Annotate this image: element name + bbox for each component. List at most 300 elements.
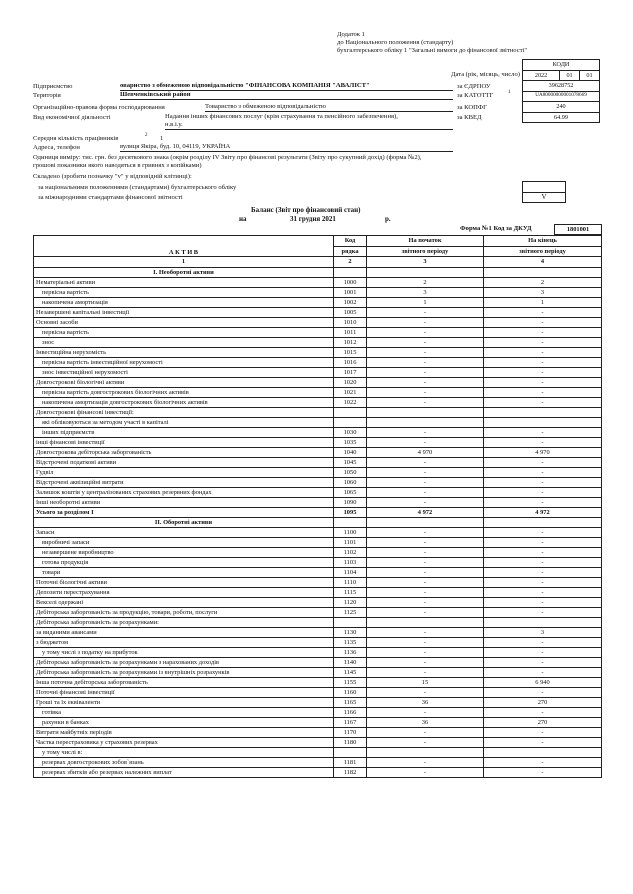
total-1-start: 4 972 [367, 508, 484, 518]
fin-inv-line-1-code [334, 408, 367, 418]
row-label: накопичена амортизація довгострокових біологічних активів [34, 398, 334, 408]
table-row [34, 388, 602, 398]
fin-inv-line-2 [34, 418, 602, 428]
row-label: Дебіторська заборгованість за розрахунками із внутрішніх розрахунків [34, 668, 334, 678]
row-label: Відстрочені податкові активи [34, 458, 334, 468]
row-label: знос [34, 338, 334, 348]
row-end-value: - [484, 528, 602, 538]
table-row [34, 718, 602, 728]
row-code: 1040 [334, 448, 367, 458]
row-label: Депозити перестрахування [34, 588, 334, 598]
row-start-value: - [367, 328, 484, 338]
row-code: 1005 [334, 308, 367, 318]
row-code: 1136 [334, 648, 367, 658]
calc-label-row-code [334, 618, 367, 628]
row-label: первісна вартість [34, 328, 334, 338]
table-row [34, 738, 602, 748]
section-2-row [34, 518, 602, 528]
row-label: знос інвестиційної нерухомості [34, 368, 334, 378]
row-code: 1155 [334, 678, 367, 688]
row-end-value: - [484, 538, 602, 548]
table-row [34, 288, 602, 298]
table-row [34, 638, 602, 648]
calc-label-row [34, 618, 602, 628]
row-label: Дебіторська заборгованість за розрахунками з нарахованих доходів [34, 658, 334, 668]
row-end-value: - [484, 578, 602, 588]
table-row [34, 398, 602, 408]
row-start-value: - [367, 628, 484, 638]
row-end-value: 3 [484, 628, 602, 638]
table-row [34, 548, 602, 558]
row-label: готова продукція [34, 558, 334, 568]
row-end-value: - [484, 338, 602, 348]
row-start-value: - [367, 378, 484, 388]
row-code: 1135 [334, 638, 367, 648]
row-start-value: - [367, 388, 484, 398]
edrpou-code: 39628752 [523, 81, 600, 92]
row-label: Інша поточна дебіторська заборгованість [34, 678, 334, 688]
fin-inv-code: 1030 [334, 428, 367, 438]
table-row [34, 298, 602, 308]
col-num-2: 2 [334, 257, 367, 268]
row-start-value: 15 [367, 678, 484, 688]
row-end-value: - [484, 588, 602, 598]
address-label: Адреса, телефон [33, 144, 80, 151]
fin-inv-line-2-end [484, 418, 602, 428]
table-row [34, 558, 602, 568]
row-code: 1140 [334, 658, 367, 668]
row-label: первісна вартість [34, 288, 334, 298]
table-row [34, 758, 602, 768]
row-code: 1110 [334, 578, 367, 588]
row-start-value: - [367, 758, 484, 768]
row-code: 1065 [334, 488, 367, 498]
row-start-value: - [367, 638, 484, 648]
col-start-header-2: звітного періоду [367, 247, 484, 257]
row-end-value: - [484, 348, 602, 358]
fin-inv-line-1-label: Довгострокові фінансові інвестиції: [34, 408, 334, 418]
fin-inv-row [34, 428, 602, 438]
row-end-value: - [484, 728, 602, 738]
row-code: 1001 [334, 288, 367, 298]
employees-note: 2 [145, 133, 148, 138]
row-start-value: - [367, 438, 484, 448]
row-end-value: 1 [484, 298, 602, 308]
row-end-value: 4 970 [484, 448, 602, 458]
row-end-value: - [484, 358, 602, 368]
row-end-value: - [484, 568, 602, 578]
row-label: Довгострокові біологічні активи [34, 378, 334, 388]
section-2-row-label: II. Оборотні активи [34, 518, 334, 528]
row-code: 1002 [334, 298, 367, 308]
col-end-header-1: На кінець [484, 236, 602, 247]
row-code: 1170 [334, 728, 367, 738]
row-code: 1010 [334, 318, 367, 328]
row-label: Відстрочені аквізиційні витрати [34, 478, 334, 488]
enterprise-value: овариство з обмеженою відповідальністю "ФІНАНСОВА КОМПАНІЯ "АВАЛІСТ" [120, 82, 453, 91]
row-label: незавершене виробництво [34, 548, 334, 558]
row-label: інші фінансові інвестиції [34, 438, 334, 448]
row-start-value: - [367, 308, 484, 318]
row-code: 1160 [334, 688, 367, 698]
row-start-value: 3 [367, 288, 484, 298]
row-code: 1181 [334, 758, 367, 768]
table-row [34, 708, 602, 718]
table-row [34, 568, 602, 578]
row-end-value: - [484, 388, 602, 398]
col-num-1: 1 [34, 257, 334, 268]
table-row [34, 338, 602, 348]
row-end-value: - [484, 438, 602, 448]
edrpou-label: за ЄДРПОУ [457, 83, 491, 90]
row-code: 1103 [334, 558, 367, 568]
activity-value-1: Надання інших фінансових послуг (крім страхування та пенсійного забезпечення), [165, 113, 398, 120]
col-start-header-1: На початок [367, 236, 484, 247]
prepared-label: Складено (зробити позначку "v" у відповідній клітинці): [33, 173, 192, 180]
table-row [34, 368, 602, 378]
row-start-value: - [367, 538, 484, 548]
international-standards-label: за міжнародними стандартами фінансової звітності [38, 194, 183, 201]
fin-inv-end: - [484, 428, 602, 438]
territory-label: Територія [33, 92, 61, 99]
numbers-row [34, 257, 602, 268]
katottg-code: UA80000000001078669 [523, 91, 600, 102]
row-code: 1130 [334, 628, 367, 638]
table-row [34, 688, 602, 698]
enterprise-label: Підприємство [33, 83, 73, 90]
row-start-value: - [367, 498, 484, 508]
row-end-value: 270 [484, 698, 602, 708]
row-label: Поточні фінансові інвестиції [34, 688, 334, 698]
international-checkbox[interactable]: V [523, 192, 566, 203]
incl-label-row-end [484, 748, 602, 758]
form-label: Форма №1 Код за ДКУД [460, 225, 532, 232]
national-standards-label: за національними положеннями (стандартами) бухгалтерського обліку [38, 184, 237, 191]
row-code: 1000 [334, 278, 367, 288]
row-code: 1180 [334, 738, 367, 748]
balance-table [33, 235, 602, 778]
row-end-value: - [484, 328, 602, 338]
activity-value-2: н.в.і.у. [165, 121, 453, 130]
col-assets-header: А К Т И В [34, 236, 334, 257]
col-num-4: 4 [484, 257, 602, 268]
row-start-value: 36 [367, 698, 484, 708]
total-1-code: 1095 [334, 508, 367, 518]
row-start-value: - [367, 578, 484, 588]
table-row [34, 498, 602, 508]
activity-label: Вид економічної діяльності [33, 114, 111, 121]
row-label: готівка [34, 708, 334, 718]
incl-label-row [34, 748, 602, 758]
table-row [34, 578, 602, 588]
row-label: у тому числі з податку на прибуток [34, 648, 334, 658]
row-start-value: 1 [367, 298, 484, 308]
row-start-value: - [367, 588, 484, 598]
row-label: з бюджетом [34, 638, 334, 648]
table-row [34, 358, 602, 368]
annex-line-2: до Національного положення (стандарту) [337, 39, 454, 46]
row-start-value: - [367, 478, 484, 488]
section-1-row-start [367, 268, 484, 278]
row-code: 1100 [334, 528, 367, 538]
row-code: 1060 [334, 478, 367, 488]
row-start-value: - [367, 658, 484, 668]
row-end-value: 270 [484, 718, 602, 728]
row-end-value: - [484, 378, 602, 388]
table-row [34, 698, 602, 708]
row-code: 1115 [334, 588, 367, 598]
table-row [34, 348, 602, 358]
row-end-value: 2 [484, 278, 602, 288]
row-code: 1050 [334, 468, 367, 478]
fin-inv-line-2-code [334, 418, 367, 428]
row-end-value: - [484, 708, 602, 718]
table-row [34, 458, 602, 468]
col-end-header-2: звітного періоду [484, 247, 602, 257]
date-label: Дата (рік, місяць, число) [451, 71, 520, 78]
unit-line-2: грошові показники якого наводяться в гривнях з копійками) [33, 162, 202, 169]
row-code: 1104 [334, 568, 367, 578]
row-label: Довгострокова дебіторська заборгованість [34, 448, 334, 458]
annex-line-3: бухгалтерського обліку 1 "Загальні вимоги до фінансової звітності" [337, 47, 528, 54]
col-num-3: 3 [367, 257, 484, 268]
row-code: 1016 [334, 358, 367, 368]
row-start-value: - [367, 358, 484, 368]
table-row [34, 648, 602, 658]
fin-inv-line-2-start [367, 418, 484, 428]
section-1-row-label: I. Необоротні активи [34, 268, 334, 278]
row-code: 1017 [334, 368, 367, 378]
row-start-value: - [367, 528, 484, 538]
table-row [34, 658, 602, 668]
table-row [34, 608, 602, 618]
row-label: Інвестиційна нерухомість [34, 348, 334, 358]
row-end-value: - [484, 608, 602, 618]
fin-inv-line-2-label: які обліковуються за методом участі в капіталі [34, 418, 334, 428]
row-end-value: - [484, 638, 602, 648]
table-row [34, 538, 602, 548]
row-code: 1166 [334, 708, 367, 718]
legal-form-label: Організаційно-правова форма господарювання [33, 104, 165, 111]
table-row [34, 318, 602, 328]
row-start-value: - [367, 668, 484, 678]
row-start-value: - [367, 338, 484, 348]
row-start-value: - [367, 488, 484, 498]
row-label: накопичена амортизація [34, 298, 334, 308]
row-start-value: - [367, 558, 484, 568]
row-end-value: - [484, 478, 602, 488]
row-end-value: - [484, 498, 602, 508]
table-row [34, 468, 602, 478]
row-end-value: 6 940 [484, 678, 602, 688]
row-start-value: - [367, 568, 484, 578]
employees-label: Середня кількість працівників [33, 135, 119, 142]
row-label: Залишок коштів у централізованих страхових резервних фондах [34, 488, 334, 498]
row-start-value: - [367, 708, 484, 718]
row-label: за виданими авансами [34, 628, 334, 638]
row-label: Гудвіл [34, 468, 334, 478]
row-start-value: - [367, 598, 484, 608]
standards-checkbox-table [522, 181, 566, 203]
table-row [34, 448, 602, 458]
dkud-code: 1801001 [554, 224, 602, 235]
row-label: первісна вартість довгострокових біологічних активів [34, 388, 334, 398]
section-2-row-end [484, 518, 602, 528]
header-row-1 [34, 236, 602, 247]
section-1-row [34, 268, 602, 278]
row-code: 1145 [334, 668, 367, 678]
total-1-end: 4 972 [484, 508, 602, 518]
table-row [34, 678, 602, 688]
territory-value: Шевченківський район [120, 91, 453, 100]
table-row [34, 308, 602, 318]
kved-label: за КВЕД [457, 114, 482, 121]
row-code: 1045 [334, 458, 367, 468]
row-code: 1120 [334, 598, 367, 608]
table-row [34, 478, 602, 488]
katottg-note: 1 [508, 90, 511, 95]
row-end-value: - [484, 738, 602, 748]
row-code: 1101 [334, 538, 367, 548]
row-start-value: - [367, 548, 484, 558]
katottg-label: за КАТОТТГ [457, 92, 494, 99]
section-1-row-end [484, 268, 602, 278]
row-end-value: - [484, 768, 602, 778]
incl-label-row-code [334, 748, 367, 758]
report-year-suffix: р. [385, 215, 391, 223]
row-code: 1022 [334, 398, 367, 408]
fin-inv-line-1-end [484, 408, 602, 418]
row-start-value: - [367, 688, 484, 698]
row-start-value: 2 [367, 278, 484, 288]
legal-form-value: Товариство з обмеженою відповідальністю [205, 103, 453, 112]
section-2-row-code [334, 518, 367, 528]
row-code: 1167 [334, 718, 367, 728]
table-row [34, 728, 602, 738]
table-row [34, 328, 602, 338]
row-end-value: - [484, 398, 602, 408]
table-row [34, 528, 602, 538]
row-label: Основні засоби [34, 318, 334, 328]
address-value: вулиця Якіра, буд. 10, 04119, УКРАЇНА [120, 143, 453, 152]
row-end-value: - [484, 688, 602, 698]
table-row [34, 588, 602, 598]
row-code: 1015 [334, 348, 367, 358]
row-end-value: - [484, 308, 602, 318]
row-end-value: - [484, 458, 602, 468]
calc-label-row-end [484, 618, 602, 628]
row-start-value: - [367, 368, 484, 378]
fin-inv-line-3: інших підприємств [34, 428, 334, 438]
date-year: 2022 [523, 70, 560, 81]
row-label: Дебіторська заборгованість за продукцію, товари, роботи, послуги [34, 608, 334, 618]
row-label: товари [34, 568, 334, 578]
codes-header: КОДИ [523, 60, 600, 71]
row-start-value: - [367, 728, 484, 738]
row-end-value: - [484, 548, 602, 558]
row-code: 1182 [334, 768, 367, 778]
table-row [34, 488, 602, 498]
row-label: Витрати майбутніх періодів [34, 728, 334, 738]
row-code: 1125 [334, 608, 367, 618]
row-code: 1102 [334, 548, 367, 558]
row-end-value: 3 [484, 288, 602, 298]
row-code: 1035 [334, 438, 367, 448]
codes-table [522, 59, 600, 123]
row-start-value: - [367, 468, 484, 478]
row-code: 1012 [334, 338, 367, 348]
col-code-header-1: Код [334, 236, 367, 247]
row-end-value: - [484, 648, 602, 658]
table-row [34, 438, 602, 448]
row-label: Інші необоротні активи [34, 498, 334, 508]
table-row [34, 628, 602, 638]
row-start-value: - [367, 648, 484, 658]
row-start-value: - [367, 608, 484, 618]
row-start-value: 4 970 [367, 448, 484, 458]
unit-line-1: Одиниця виміру: тис. грн. без десяткового знака (окрім розділу IV Звіту про фінансові результати (Звіту про сукупний дохід) (форма №2), [33, 154, 422, 161]
row-label: Незавершені капітальні інвестиції [34, 308, 334, 318]
table-row [34, 768, 602, 778]
date-day: 01 [580, 70, 600, 81]
row-start-value: - [367, 398, 484, 408]
report-date: 31 грудня 2021 [290, 215, 336, 223]
row-label: Гроші та їх еквіваленти [34, 698, 334, 708]
row-start-value: - [367, 738, 484, 748]
row-start-value: - [367, 348, 484, 358]
row-end-value: - [484, 658, 602, 668]
table-row [34, 668, 602, 678]
annex-line-1: Додаток 1 [337, 31, 365, 38]
table-row [34, 598, 602, 608]
calc-label-row-start [367, 618, 484, 628]
row-end-value: - [484, 318, 602, 328]
row-end-value: - [484, 558, 602, 568]
report-on: на [239, 215, 247, 223]
table-row [34, 378, 602, 388]
calc-label-row-label: Дебіторська заборгованість за розрахунками: [34, 618, 334, 628]
row-end-value: - [484, 368, 602, 378]
total-1-label: Усього за розділом I [34, 508, 334, 518]
row-end-value: - [484, 598, 602, 608]
fin-inv-start: - [367, 428, 484, 438]
fin-inv-line-1-start [367, 408, 484, 418]
kopfg-label: за КОПФГ [457, 104, 487, 111]
row-code: 1021 [334, 388, 367, 398]
fin-inv-line-1 [34, 408, 602, 418]
row-end-value: - [484, 758, 602, 768]
row-label: Частка перестраховика у страхових резервах [34, 738, 334, 748]
section-2-row-start [367, 518, 484, 528]
row-start-value: - [367, 768, 484, 778]
kved-code: 64.99 [523, 112, 600, 123]
section-1-row-code [334, 268, 367, 278]
row-code: 1011 [334, 328, 367, 338]
row-label: рахунки в банках [34, 718, 334, 728]
national-checkbox[interactable] [523, 182, 566, 193]
row-end-value: - [484, 468, 602, 478]
row-end-value: - [484, 488, 602, 498]
row-code: 1165 [334, 698, 367, 708]
row-code: 1090 [334, 498, 367, 508]
row-label: Поточні біологічні активи [34, 578, 334, 588]
report-title: Баланс (Звіт про фінансовий стан) [251, 206, 361, 214]
col-code-header-2: рядка [334, 247, 367, 257]
row-label: Векселі одержані [34, 598, 334, 608]
row-label: первісна вартість інвестиційної нерухомості [34, 358, 334, 368]
row-end-value: - [484, 668, 602, 678]
incl-label-row-label: у тому числі в: [34, 748, 334, 758]
